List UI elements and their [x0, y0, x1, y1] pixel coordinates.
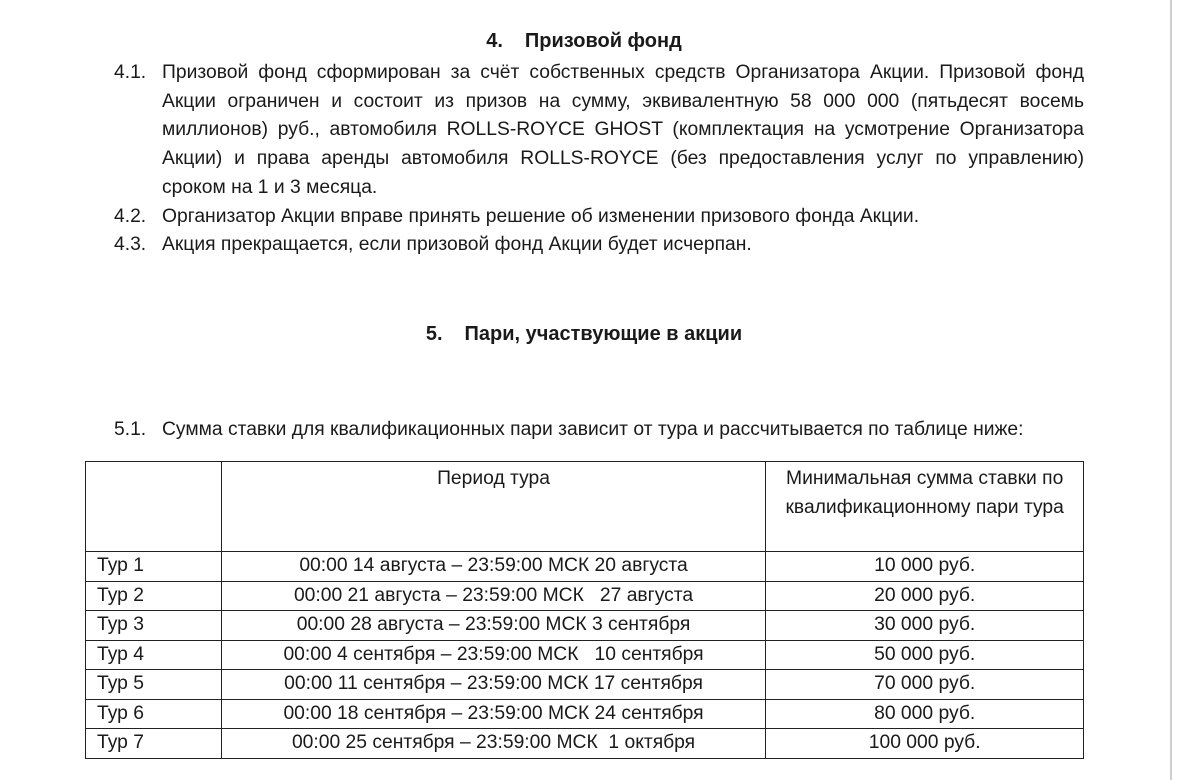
clause-text: Сумма ставки для квалификационных пари зависит от тура и рассчитывается по таблице ниже: — [162, 419, 1024, 440]
tour-min-bet-cell: 100 000 руб. — [766, 729, 1084, 759]
clause-5-1 — [114, 416, 1084, 445]
clause-number: 4.3. — [114, 234, 147, 255]
tour-min-bet-cell: 20 000 руб. — [766, 581, 1084, 611]
tour-name-cell: Тур 6 — [86, 699, 222, 729]
tour-min-bet-cell: 70 000 руб. — [766, 670, 1084, 700]
table-row — [86, 699, 1084, 729]
tour-name-cell: Тур 7 — [86, 729, 222, 759]
clause-number: 4.1. — [114, 62, 147, 83]
tour-name-cell: Тур 1 — [86, 552, 222, 582]
tour-min-bet-cell: 10 000 руб. — [766, 552, 1084, 582]
tour-min-bet-cell: 80 000 руб. — [766, 699, 1084, 729]
table-row — [86, 581, 1084, 611]
table-row — [86, 640, 1084, 670]
clause-number: 5.1. — [114, 419, 147, 440]
clause-4-2 — [114, 203, 1084, 232]
table-header-row — [86, 462, 1084, 552]
tours-table — [85, 461, 1084, 759]
section-5-number: 5. — [425, 323, 443, 345]
clause-text: Акция прекращается, если призовой фонд Акции будет исчерпан. — [162, 234, 752, 255]
tour-name-cell: Тур 2 — [86, 581, 222, 611]
page-edge-divider — [1170, 0, 1172, 780]
tour-min-bet-cell: 30 000 руб. — [766, 611, 1084, 641]
tour-period-cell: 00:00 21 августа – 23:59:00 МСК 27 августа — [221, 581, 766, 611]
clause-text: Призовой фонд сформирован за счёт собственных средств Организатора Акции. Призовой фонд Акции ограничен и состоит из призов на сумму, эквивалентную 58 000 000 (пятьдесят восемь миллионов) руб., автомобиля ROLLS-ROYCE GHOST (комплектация на усмотрение Организатора Акции) и права аренды автомобиля ROLLS-ROYCE (без предоставления услуг по управлению) сроком на 1 и 3 месяца. — [162, 62, 1084, 198]
tour-name-cell: Тур 3 — [86, 611, 222, 641]
clause-text: Организатор Акции вправе принять решение об изменении призового фонда Акции. — [162, 206, 920, 227]
tour-period-cell: 00:00 25 сентября – 23:59:00 МСК 1 октября — [221, 729, 766, 759]
section-5-title: Пари, участвующие в акции — [464, 323, 743, 345]
tour-period-cell: 00:00 14 августа – 23:59:00 МСК 20 августа — [221, 552, 766, 582]
table-row — [86, 552, 1084, 582]
tour-period-cell: 00:00 11 сентября – 23:59:00 МСК 17 сентября — [221, 670, 766, 700]
table-row — [86, 611, 1084, 641]
clause-4-3 — [114, 231, 1084, 260]
tour-period-cell: 00:00 18 сентября – 23:59:00 МСК 24 сентября — [221, 699, 766, 729]
section-5-heading — [0, 323, 1168, 346]
clause-4-1 — [114, 59, 1084, 203]
section-4-heading — [0, 30, 1168, 53]
tour-period-cell: 00:00 28 августа – 23:59:00 МСК 3 сентября — [221, 611, 766, 641]
tour-period-cell: 00:00 4 сентября – 23:59:00 МСК 10 сентября — [221, 640, 766, 670]
tour-name-cell: Тур 4 — [86, 640, 222, 670]
table-row — [86, 670, 1084, 700]
section-4-title: Призовой фонд — [524, 30, 682, 52]
clause-number: 4.2. — [114, 206, 147, 227]
tour-name-cell: Тур 5 — [86, 670, 222, 700]
header-period: Период тура — [221, 462, 766, 552]
section-4-number: 4. — [486, 30, 503, 52]
header-min-bet: Минимальная сумма ставки по квалификационному пари тура — [766, 462, 1084, 552]
header-tour-name — [86, 462, 222, 552]
table-row — [86, 729, 1084, 759]
tour-min-bet-cell: 50 000 руб. — [766, 640, 1084, 670]
